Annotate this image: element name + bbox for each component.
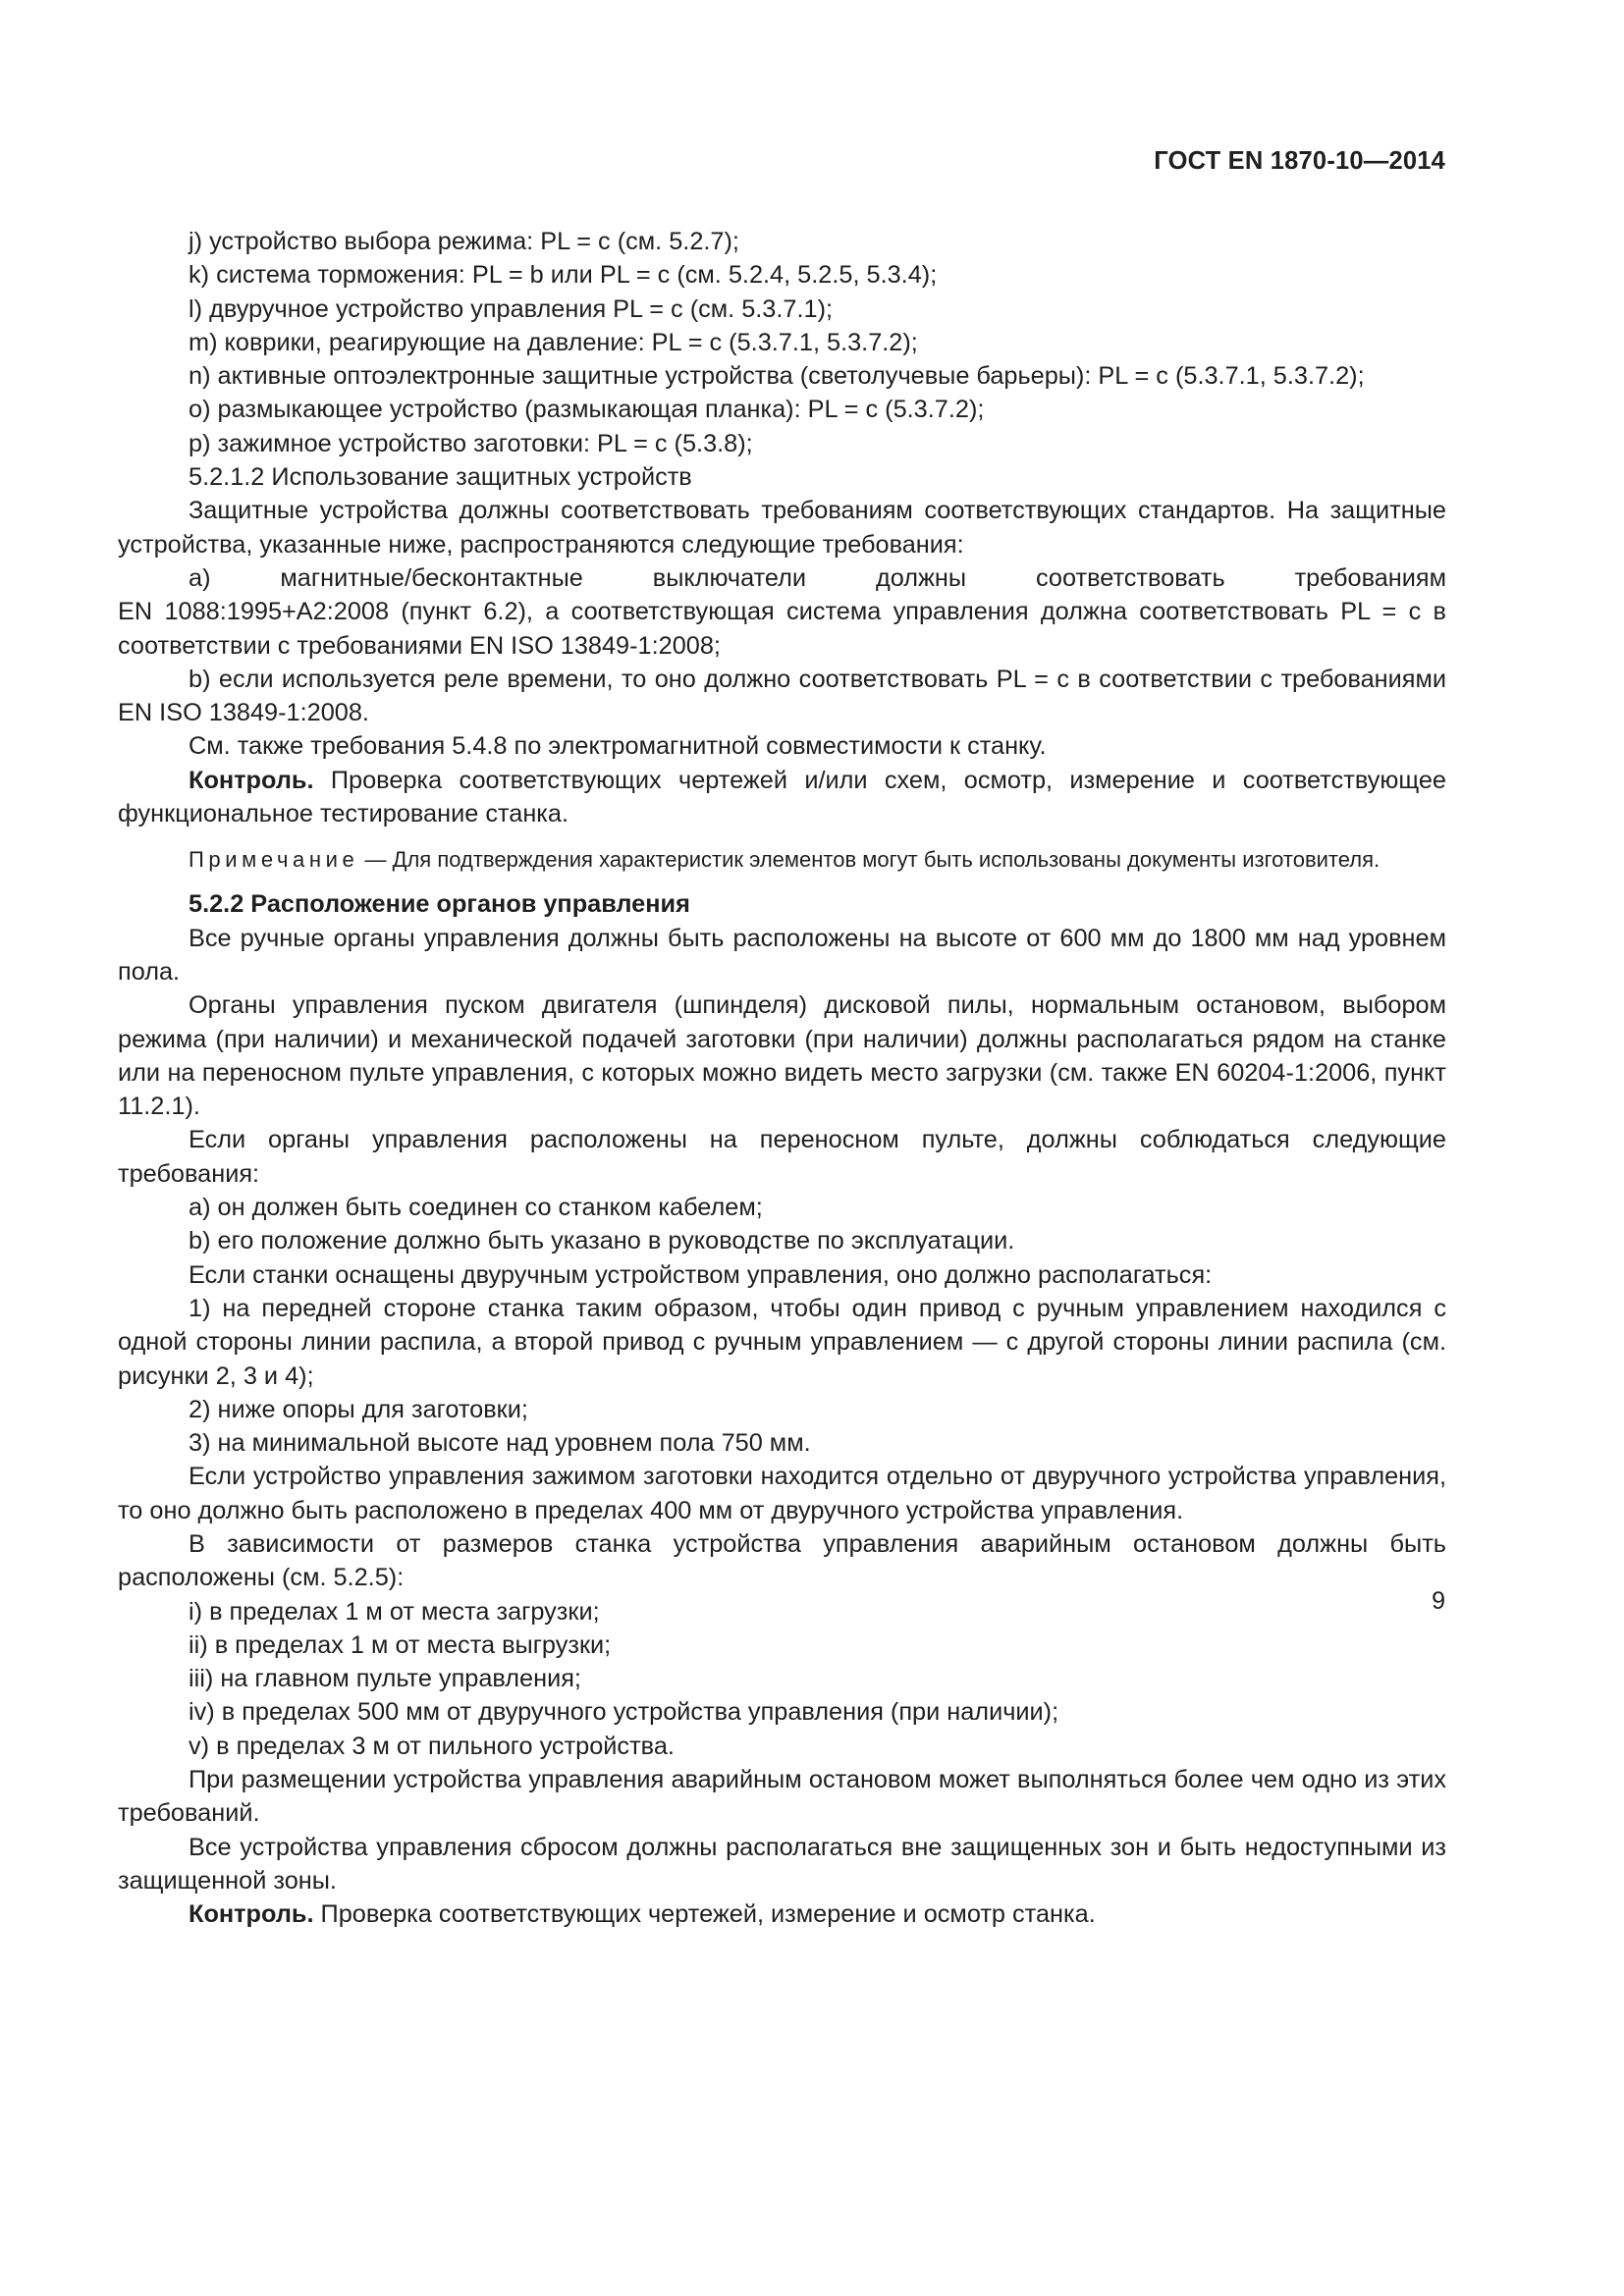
control-paragraph: [118, 1897, 1446, 1931]
note-text: — Для подтверждения характеристик элементов могут быть использованы документы изготовителя.: [358, 847, 1380, 873]
list-item: v) в пределах 3 м от пильного устройства.: [189, 1732, 675, 1760]
subsection-title: 5.2.1.2 Использование защитных устройств: [189, 463, 692, 492]
list-item: l) двуручное устройство управления PL = c (см. 5.3.7.1);: [189, 294, 834, 323]
list-item: ii) в пределах 1 м от места выгрузки;: [189, 1630, 612, 1659]
paragraph: При размещении устройства управления аварийным остановом может выполняться более чем одно из этих требований.: [118, 1766, 1446, 1828]
paragraph: Если органы управления расположены на переносном пульте, должны соблюдаться следующие требования:: [118, 1126, 1446, 1188]
list-item: iv) в пределах 500 мм от двуручного устройства управления (при наличии);: [189, 1698, 1059, 1727]
list-item: b) если используется реле времени, то оно должно соответствовать PL = c в соответствии с требованиями EN ISO 13849-1:2008.: [118, 665, 1446, 727]
list-item-first-line: a) магнитные/бесконтактные выключатели должны соответствовать требованиям: [189, 563, 1446, 592]
control-text: Проверка соответствующих чертежей, измерение и осмотр станка.: [313, 1900, 1096, 1929]
list-item: n) активные оптоэлектронные защитные устройства (светолучевые барьеры): PL = c (5.3.7.1, 5.3.7.2);: [189, 362, 1365, 391]
list-item: j) устройство выбора режима: PL = c (см. 5.2.7);: [189, 228, 739, 255]
note-label: Примечание: [189, 847, 359, 873]
note: [118, 845, 1446, 875]
list-item: a) он должен быть соединен со станком кабелем;: [189, 1194, 763, 1222]
document-code-header: ГОСТ EN 1870-10—2014: [1154, 147, 1445, 175]
list-item: m) коврики, реагирующие на давление: PL = c (5.3.7.1, 5.3.7.2);: [189, 328, 918, 356]
document-body: [118, 225, 1446, 1932]
list-item-continuation: EN 1088:1995+A2:2008 (пункт 6.2), а соответствующая система управления должна соответствовать PL = c в соответствии с требованиями EN ISO 13849-1:2008;: [118, 598, 1446, 660]
list-item: 1) на передней стороне станка таким образом, чтобы один привод с ручным управлением находился с одной стороны линии распила, а второй привод с ручным управлением — с другой стороны линии распила (см. рисунки 2, 3 и 4);: [118, 1294, 1446, 1390]
control-label: Контроль.: [189, 1900, 314, 1929]
page-number: 9: [1432, 1587, 1445, 1615]
paragraph: См. также требования 5.4.8 по электромагнитной совместимости к станку.: [189, 732, 1047, 761]
paragraph: В зависимости от размеров станка устройства управления аварийным остановом должны быть расположены (см. 5.2.5):: [118, 1529, 1446, 1592]
list-item: p) зажимное устройство заготовки: PL = c (5.3.8);: [189, 429, 753, 457]
list-item: 2) ниже опоры для заготовки;: [189, 1395, 528, 1423]
paragraph: Если станки оснащены двуручным устройством управления, оно должно располагаться:: [189, 1260, 1213, 1289]
control-paragraph: [118, 764, 1446, 831]
list-item: k) система торможения: PL = b или PL = c (см. 5.2.4, 5.2.5, 5.3.4);: [189, 261, 938, 290]
list-item: b) его положение должно быть указано в руководстве по эксплуатации.: [189, 1227, 1015, 1255]
paragraph: Защитные устройства должны соответствовать требованиям соответствующих стандартов. На защитные устройства, указанные ниже, распространяются следующие требования:: [118, 497, 1446, 559]
paragraph: Все ручные органы управления должны быть расположены на высоте от 600 мм до 1800 мм над уровнем пола.: [118, 924, 1446, 986]
control-label: Контроль.: [189, 766, 314, 794]
list-item: iii) на главном пульте управления;: [189, 1665, 581, 1693]
section-title: 5.2.2 Расположение органов управления: [189, 890, 690, 919]
paragraph: Все устройства управления сбросом должны располагаться вне защищенных зон и быть недоступными из защищенной зоны.: [118, 1833, 1446, 1895]
paragraph: Органы управления пуском двигателя (шпинделя) дисковой пилы, нормальным остановом, выбором режима (при наличии) и механической подачей заготовки (при наличии) должны располагаться рядом на станке или на переносном пульте управления, с которых можно видеть место загрузки (см. также EN 60204-1:2006, пункт 11.2.1).: [118, 991, 1446, 1121]
paragraph: Если устройство управления зажимом заготовки находится отдельно от двуручного устройства управления, то оно должно быть расположено в пределах 400 мм от двуручного устройства управления.: [118, 1463, 1446, 1524]
control-text: Проверка соответствующих чертежей и/или схем, осмотр, измерение и соответствующее функциональное тестирование станка.: [118, 766, 1446, 828]
list-item: o) размыкающее устройство (размыкающая планка): PL = c (5.3.7.2);: [189, 396, 985, 424]
list-item: i) в пределах 1 м от места загрузки;: [189, 1597, 600, 1626]
list-item: 3) на минимальной высоте над уровнем пола 750 мм.: [189, 1429, 811, 1458]
